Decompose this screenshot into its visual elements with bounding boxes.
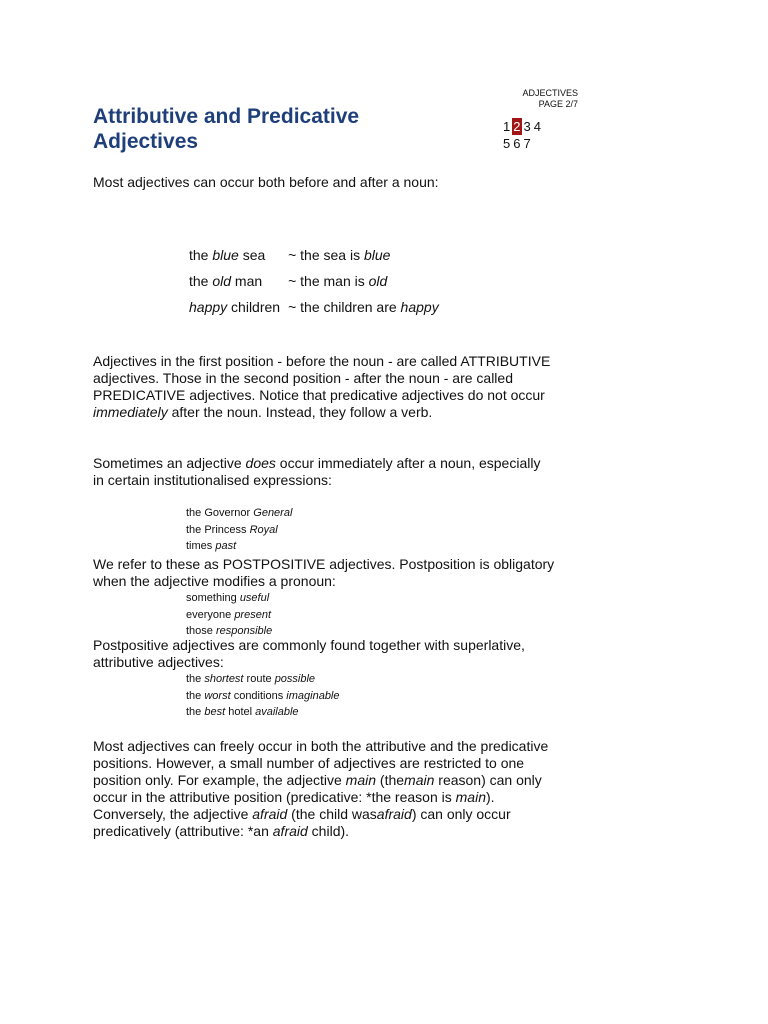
list-item: the shortest route possible [186,673,316,685]
list-item: those responsible [186,625,273,637]
example-row [189,294,447,320]
postpositive-paragraph: We refer to these as POSTPOSITIVE adjectives. Postposition is obligatory when the adjective modifies a pronoun: [93,556,555,589]
intro-paragraph: Most adjectives can occur both before and after a noun: [93,174,439,190]
pronoun-examples [186,590,272,640]
page-nav-row-2 [502,135,562,152]
positions-paragraph: Adjectives in the first position - before the noun - are called ATTRIBUTIVE adjectives. Those in the second position - after the noun - are called PREDICATIVE adjectives. Notice that predicative adjectives do not occur immediately after the noun. Instead, they follow a verb. [93,353,551,420]
page-link-7[interactable]: 7 [523,136,532,151]
sometimes-paragraph: Sometimes an adjective does occur immediately after a noun, especially in certain institutionalised expressions: [93,455,541,488]
title-line-1: Attributive and Predicative [93,105,360,128]
page-link-4[interactable]: 4 [533,119,542,134]
list-item: the Princess Royal [186,523,278,536]
page-link-6[interactable]: 6 [513,136,522,151]
page-title [93,104,453,154]
superlative-examples [186,671,340,721]
attributive-example: happy children [189,299,281,315]
predicative-example: ~ the man is old [288,273,388,289]
section-label: ADJECTIVES [522,88,578,98]
page-nav-row-1 [502,118,562,135]
superlative-paragraph: Postpositive adjectives are commonly found together with superlative, attributive adjectives: [93,637,525,670]
restricted-paragraph: Most adjectives can freely occur in both the attributive and the predicative positions. However, a small number of adjectives are restricted to one position only. For example, the adjective main (themain reason) can only occur in the attributive position (predicative: *the reason is main). Conversely, the adjective afraid (the child wasafraid) can only occur predicatively (attributive: *an afraid child). [93,738,549,839]
page-link-5[interactable]: 5 [503,136,512,151]
institutional-examples [186,505,292,555]
list-item: something useful [186,592,270,604]
page-indicator [468,88,578,110]
attributive-example: the blue sea [189,247,266,263]
page-link-2-current[interactable]: 2 [513,119,522,134]
page-link-1[interactable]: 1 [503,119,512,134]
list-item: the worst conditions imaginable [186,689,340,702]
attributive-example: the old man [189,273,263,289]
list-item: times past [186,540,237,552]
title-line-2: Adjectives [93,130,199,153]
list-item: the best hotel available [186,706,299,718]
page-link-3[interactable]: 3 [523,119,532,134]
list-item: everyone present [186,608,272,621]
list-item: the Governor General [186,507,293,519]
page-navigation [502,118,562,152]
examples-table [189,242,447,320]
predicative-example: ~ the children are happy [288,299,439,315]
predicative-example: ~ the sea is blue [288,247,391,263]
example-row [189,242,447,268]
example-row [189,268,447,294]
page-label: PAGE 2/7 [538,99,578,109]
